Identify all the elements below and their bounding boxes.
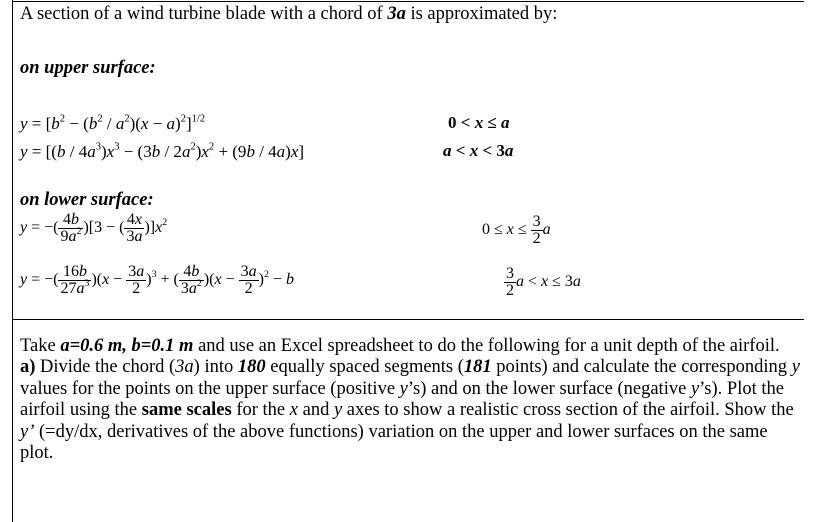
upper-equation-2-range: a < x < 3a — [443, 141, 514, 160]
lower-equation-2-range: $\frac{3}{2}$ a < x ≤ 3a — [506, 265, 581, 299]
upper-equation-1: $y = [b^2 - (b^2 / a^2)(x - a)^2]^{1/2}$ — [20, 113, 206, 133]
upper-surface-heading: on upper surface: — [20, 58, 156, 78]
upper-equation-1-range: 0 < x ≤ a — [448, 113, 510, 132]
lower-surface-heading: on lower surface: — [20, 190, 154, 210]
lower-equation-1-range: 0 ≤ x ≤ $\frac{3}{2}$ a — [482, 213, 551, 247]
table-left-border — [12, 0, 13, 522]
task-paragraph: Take a=0.6 m, b=0.1 m and use an Excel spreadsheet to do the following for a unit depth of the airfoil. a) Divide the chord (3a) into 180 equally spaced segments (181 points) and calculate the corresponding y values for the points on the upper surface (positive y’s) and on the lower surface (negative y’s). Plot the airfoil using the same scales for the x and y axes to show a realistic cross section of the airfoil. Show the y’ (=dy/dx, derivatives of the above functions) variation on the upper and lower surfaces on the same plot. — [20, 336, 800, 464]
chord-length: 3a — [387, 4, 406, 24]
lower-equation-2: y = −( $\frac{16b}{27a^3}$ )(x − $\frac{3a}{2}$ )$^3$ + ( $\frac{4b}{3a^2}$ )(x − $\frac{3a}{2}$ )$^2$ − b — [20, 263, 294, 297]
intro-text: A section of a wind turbine blade with a chord of 3a is approximated by: — [20, 4, 558, 24]
lower-equation-1: y = −( $\frac{4b}{9a^2}$ )[3 − ( $\frac{4x}{3a}$ )]$x^2$ — [20, 211, 168, 245]
table-top-border — [12, 1, 804, 2]
equation-text-store — [0, 0, 1, 1]
upper-equation-2: $y = [(b / 4a^3)x^3 - (3b / 2a^2)x^2 + (9b / 4a)x]$ — [20, 141, 305, 161]
table-divider — [12, 319, 804, 320]
